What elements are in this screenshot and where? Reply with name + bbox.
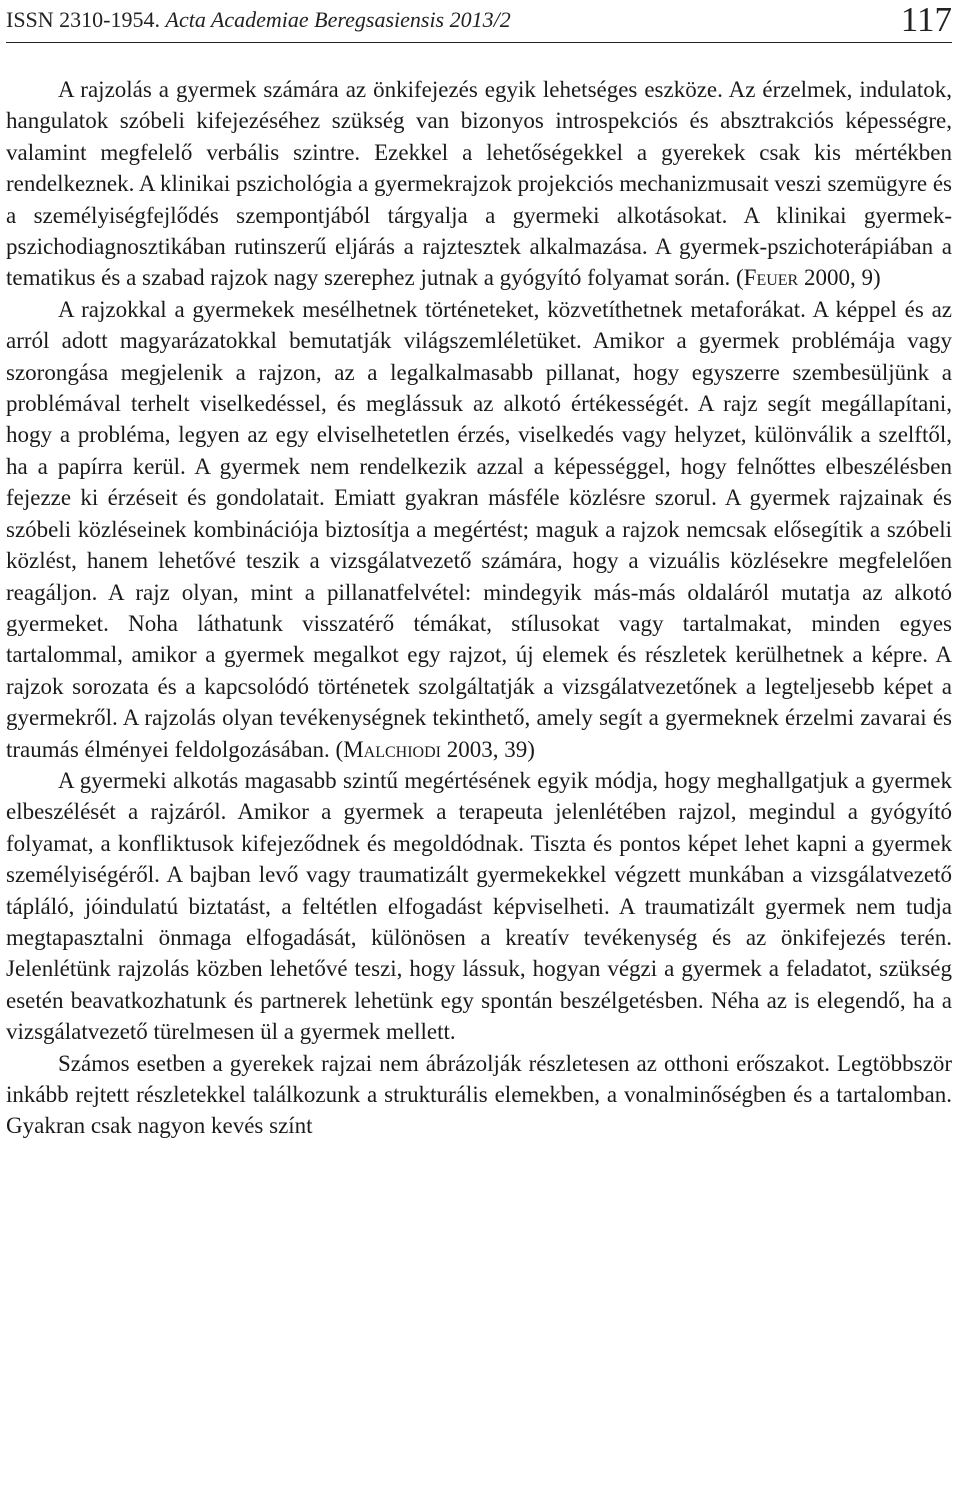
running-header (6, 2, 952, 43)
article-body (6, 74, 952, 1142)
document-page (6, 0, 952, 1142)
issn-text: ISSN 2310-1954. (6, 7, 161, 32)
paragraph-text: A rajzolás a gyermek számára az önkifejezés egyik lehetséges eszköze. Az érzelmek, indulatok, hangulatok szóbeli kifejezéséhez szükség van bizonyos introspekciós és absztrakciós képességre, valamint megfelelő verbális szintre. Ezekkel a lehetőségekkel a gyerekek csak kis mértékben rendelkeznek. A klinikai pszichológia a gyermekrajzok projekciós mechanizmusait veszi szemügyre és a személyiségfejlődés szempontjából tárgyalja a gyermeki alkotásokat. A klinikai gyermek-pszichodiagnosztikában rutinszerű eljárás a rajztesztek alkalmazása. A gyermek-pszichoterápiában a tematikus és a szabad rajzok nagy szerephez jutnak a gyógyító folyamat során. ( (6, 77, 952, 291)
paragraph (6, 74, 952, 294)
journal-citation (6, 6, 511, 34)
citation-author: Malchiodi (343, 736, 441, 762)
paragraph (6, 294, 952, 765)
paragraph-text: A rajzokkal a gyermekek mesélhetnek történeteket, közvetíthetnek metaforákat. A képpel és az arról adott magyarázatokkal bemutatják világszemléletüket. Amikor a gyermek problémája vagy szorongása megjelenik a rajzon, az a legalkalmasabb pillanat, hogy egyszerre szembesüljünk a problémával terhelt viselkedéssel, és meglássuk az alkotó értékességét. A rajz segít megállapítani, hogy a probléma, legyen az egy elviselhetetlen érzés, viselkedés vagy helyzet, különválik a szelftől, ha a papírra kerül. A gyermek nem rendelkezik azzal a képességgel, hogy felnőttes elbeszélésben fejezze ki érzéseit és gondolatait. Emiatt gyakran másféle közlésre szorul. A gyermek rajzainak és szóbeli közléseinek kombinációja biztosítja a megértést; maguk a rajzok nemcsak elősegítik a szóbeli közlést, hanem lehetővé teszik a vizsgálatvezető számára, hogy a vizuális közlésekre megfelelően reagáljon. A rajz olyan, mint a pillanatfelvétel: mindegyik más-más oldaláról mutatja az alkotó gyermeket. Noha láthatunk visszatérő témákat, stílusokat vagy tartalmakat, minden egyes tartalommal, amikor a gyermek megalkot egy rajzot, új elemek és részletek kerülhetnek a képre. A rajzok sorozata és a kapcsolódó történetek szolgáltatják a vizsgálatvezetőnek a legteljesebb képet a gyermekről. A rajzolás olyan tevékenységnek tekinthető, amely segít a gyermeknek érzelmi zavarai és traumás élményei feldolgozásában. ( (6, 296, 952, 762)
paragraph (6, 765, 952, 1048)
paragraph (6, 1048, 952, 1142)
citation-detail: 2000, 9) (798, 265, 881, 291)
citation-author: Feuer (743, 265, 799, 291)
paragraph-text: Számos esetben a gyerekek rajzai nem ábrázolják részletesen az otthoni erőszakot. Legtöbbször inkább rejtett részletekkel találkozunk a strukturális elemekben, a vonalminőségben és a tartalomban. Gyakran csak nagyon kevés színt (6, 1050, 952, 1139)
journal-title: Acta Academiae Beregsasiensis 2013/2 (165, 7, 511, 32)
citation-detail: 2003, 39) (440, 736, 535, 762)
paragraph-text: A gyermeki alkotás magasabb szintű megértésének egyik módja, hogy meghallgatjuk a gyermek elbeszélését a rajzáról. Amikor a gyermek a terapeuta jelenlétében rajzol, megindul a gyógyító folyamat, a konfliktusok kifejeződnek és megoldódnak. Tiszta és pontos képet lehet kapni a gyermek személyiségéről. A bajban levő vagy traumatizált gyermekekkel végzett munkában a vizsgálatvezető tápláló, jóindulatú biztatást, a feltétlen elfogadást képviselheti. A traumatizált gyermek nem tudja megtapasztalni önmaga elfogadását, különösen a kreatív tevékenység és az önkifejezés terén. Jelenlétünk rajzolás közben lehetővé teszi, hogy lássuk, hogyan végzi a gyermek a feladatot, szükség esetén beavatkozhatunk és partnerek lehetünk egy spontán beszélgetésben. Néha az is elegendő, ha a vizsgálatvezető türelmesen ül a gyermek mellett. (6, 767, 952, 1045)
page-number: 117 (900, 0, 952, 39)
